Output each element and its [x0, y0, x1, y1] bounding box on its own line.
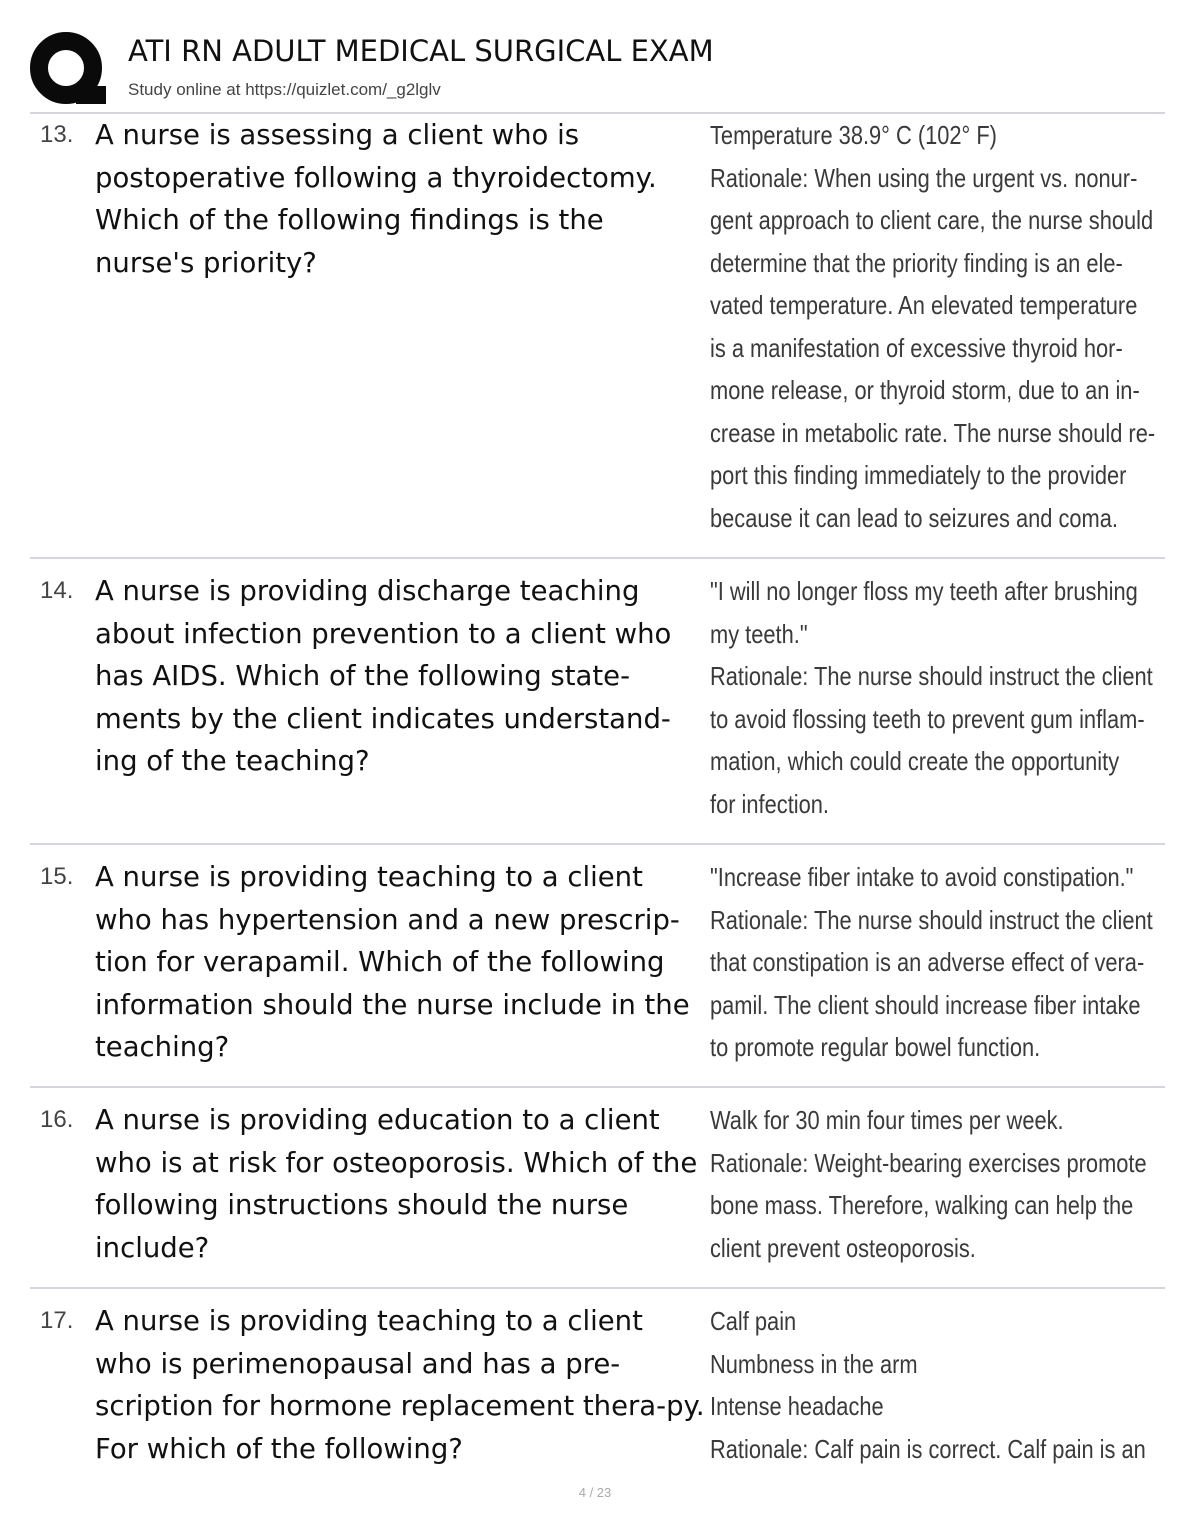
question-text: A nurse is providing discharge teaching about infection prevention to a client who has AIDS. Which of the following state-ments by the client indicates understand-ing of the teaching?	[95, 575, 672, 777]
answer-line: pamil. The client should increase fiber intake	[710, 989, 1141, 1020]
answer-line: determine that the priority finding is an ele-	[710, 247, 1123, 278]
answer-line: vated temperature. An elevated temperature	[710, 290, 1138, 320]
study-online-link[interactable]: Study online at https://quizlet.com/_g2lglv	[128, 80, 441, 99]
answer-text	[710, 856, 1153, 1069]
flashcard-17	[30, 1300, 1165, 1475]
answer-line: Rationale: When using the urgent vs. nonur-	[710, 162, 1138, 193]
page-header	[30, 30, 1165, 114]
answer-line: bone mass. Therefore, walking can help the	[710, 1190, 1134, 1220]
answer-line: that constipation is an adverse effect of vera-	[710, 947, 1145, 977]
answer-line: gent approach to client care, the nurse should	[710, 205, 1154, 235]
answer-line: "Increase fiber intake to avoid constipation."	[710, 862, 1134, 892]
document-title: ATI RN ADULT MEDICAL SURGICAL EXAM	[128, 34, 714, 68]
answer-line: Walk for 30 min four times per week.	[710, 1105, 1064, 1135]
answer-line: client prevent osteoporosis.	[710, 1232, 976, 1263]
question-text: A nurse is providing teaching to a client who is perimenopausal and has a pre-scription for hormone replacement thera-py. For which of the following?	[95, 1305, 705, 1465]
question-text: A nurse is providing teaching to a client who has hypertension and a new prescrip-tion for verapamil. Which of the following information should the nurse include in the teaching?	[95, 861, 690, 1063]
answer-line: Rationale: Weight-bearing exercises promote	[710, 1147, 1147, 1178]
answer-line: for infection.	[710, 788, 829, 819]
answer-line: mation, which could create the opportunity	[710, 746, 1120, 776]
flashcard-13	[30, 114, 1165, 559]
question-text: A nurse is providing education to a client who is at risk for osteoporosis. Which of the following instructions should the nurse include?	[95, 1104, 698, 1264]
card-number: 13.	[40, 121, 74, 148]
card-number: 14.	[40, 577, 74, 604]
flashcard-15	[30, 856, 1165, 1088]
answer-line: Numbness in the arm	[710, 1348, 918, 1379]
answer-text	[710, 1300, 1146, 1470]
question-text: A nurse is assessing a client who is postoperative following a thyroidectomy. Which of the following findings is the nurse's priority?	[95, 119, 657, 279]
answer-line: Rationale: Calf pain is correct. Calf pain is an	[710, 1433, 1146, 1464]
answer-line: "I will no longer floss my teeth after brushing	[710, 576, 1138, 606]
card-number: 16.	[40, 1106, 74, 1133]
answer-text	[710, 570, 1153, 825]
card-number: 15.	[40, 863, 74, 890]
answer-line: Rationale: The nurse should instruct the client	[710, 904, 1153, 935]
answer-line: port this finding immediately to the provider	[710, 460, 1127, 490]
answer-line: Calf pain	[710, 1306, 797, 1336]
card-number: 17.	[40, 1307, 74, 1334]
answer-line: is a manifestation of excessive thyroid hor-	[710, 332, 1123, 363]
answer-line: because it can lead to seizures and coma.	[710, 502, 1118, 533]
answer-text	[710, 114, 1156, 539]
flashcard-16	[30, 1099, 1165, 1289]
quizlet-logo-icon	[30, 30, 108, 108]
flashcard-14	[30, 570, 1165, 845]
answer-line: crease in metabolic rate. The nurse should re-	[710, 417, 1156, 448]
answer-line: Rationale: The nurse should instruct the client	[710, 661, 1153, 691]
answer-line: Temperature 38.9° C (102° F)	[710, 120, 997, 150]
answer-line: my teeth."	[710, 618, 808, 649]
answer-text	[710, 1099, 1147, 1269]
answer-line: Intense headache	[710, 1391, 884, 1421]
answer-line: mone release, or thyroid storm, due to an in-	[710, 375, 1140, 405]
answer-line: to avoid flossing teeth to prevent gum inflam-	[710, 703, 1145, 734]
page-indicator: 4 / 23	[578, 1485, 612, 1500]
answer-line: to promote regular bowel function.	[710, 1032, 1041, 1062]
